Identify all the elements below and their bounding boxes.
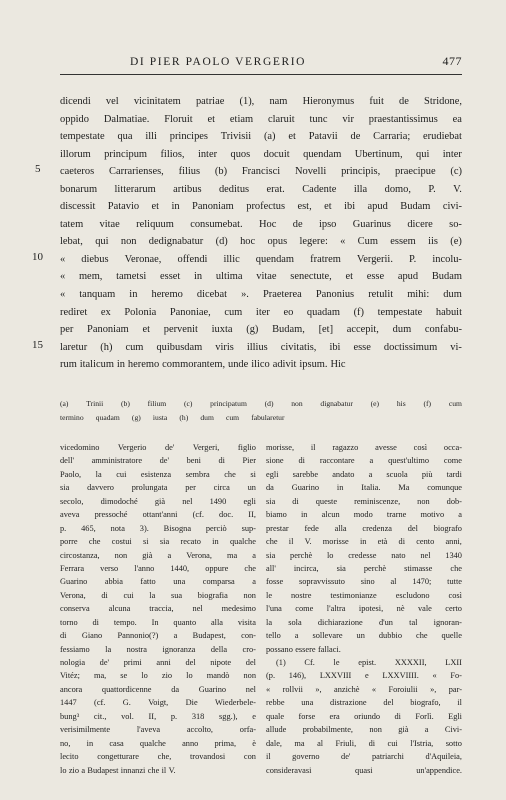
- commentary-line: p. 465, nota 3). Bisogna perciò sup-: [60, 523, 256, 533]
- text-line: lebat, qui non dedignabatur (d) hoc opus legere: « Cum essem iis (e): [60, 236, 462, 248]
- commentary-line: lecito congetturare che, trovandosi con: [60, 752, 256, 762]
- commentary-line: fosse sopravvissuto sino al 1470; tutte: [266, 577, 462, 587]
- commentary-line: che il V. morisse in età di cento anni,: [266, 537, 462, 547]
- text-line: « mem, tametsi esset in ultima vitae senectute, et esse apud Budam: [60, 271, 462, 283]
- commentary-left-column: [60, 441, 256, 777]
- commentary-line: all' incirca, sia perchè stimasse che: [266, 563, 462, 573]
- commentary-line: nologia de' primi anni del nipote del: [60, 658, 256, 667]
- commentary-line: sione di raccontare a quest'ultimo come: [266, 456, 462, 466]
- commentary-line: secolo, dimodoché già nel 1490 egli: [60, 496, 256, 506]
- page-number: 477: [442, 54, 462, 68]
- text-line: rum italicum in heremo commorantem, unde ilico adivit ipsum. Hic: [60, 359, 346, 371]
- commentary-line: quale forse era oriundo di Forlì. Egli: [266, 711, 462, 721]
- commentary-line: sia di queste reminiscenze, non dob-: [266, 496, 462, 506]
- commentary-line: la sola dichiarazione d'un tal ignoran-: [266, 617, 462, 627]
- commentary-line: da Guarino in Italia. Ma comunque: [266, 483, 462, 493]
- commentary-line: Vitéz; ma, se lo zio lo mandò non: [60, 671, 256, 681]
- text-line: tatem vitae reliquum consumebat. Hoc de ipso Guarinus dicere so-: [60, 218, 462, 230]
- text-line: illorum principum filios, inter quos docuit quendam Ubertinum, qui inter: [60, 148, 462, 160]
- commentary-line: dale, ma al Friuli, di cui l'Istria, sotto: [266, 738, 462, 748]
- commentary-line: possano essere fallaci.: [266, 644, 341, 654]
- commentary-line: le nostre testimonianze escludono così: [266, 590, 462, 600]
- line-number: 5: [35, 163, 41, 176]
- commentary-line: Ferrara verso l'anno 1440, oppure che: [60, 563, 256, 573]
- commentary-line: verisimilmente l'aveva accolto, orfa-: [60, 725, 256, 735]
- commentary-line: prestar fede alla credenza del biografo: [266, 523, 462, 533]
- commentary-line: Guarino abbia fatto una comparsa a: [60, 577, 256, 587]
- line-number: 15: [32, 338, 43, 351]
- text-line: tempestate qua illi principes Trivisii (a) et Patavii de Carraria; erudiebat: [60, 131, 462, 143]
- commentary-line: conserva alcuna traccia, nel medesimo: [60, 604, 256, 614]
- text-line: « diebus Veronae, offendi illic quendam fratrem Vergerii. P. incolu-: [60, 253, 462, 265]
- text-line: rediret ex Polonia Panoniae, cum iter eo quadam (f) tempestate habuit: [60, 306, 462, 318]
- text-line: oppido Dalmatiae. Floruit et etiam claruit tunc vir praestantissimus ea: [60, 113, 462, 125]
- commentary-line: consideravasi quasi un'appendice.: [266, 765, 462, 775]
- text-line: discessit Patavio et in Panoniam profectus est, et ibi apud Budam civi-: [60, 201, 462, 213]
- text-line: laretur (h) cum quibusdam viris illius civitatis, ibi esse doctissimum vi-: [60, 341, 462, 353]
- note-line: (a) Trinii (b) filium (c) principatum (d) non dignabatur (e) his (f) cum: [60, 399, 462, 408]
- commentary-line: Paolo, la cui esistenza sembra che si: [60, 469, 256, 479]
- commentary-line: morisse, il ragazzo avesse così occa-: [266, 443, 462, 452]
- commentary-line: tello a sollevare un dubbio che quelle: [266, 631, 462, 641]
- commentary-line: lo zio a Budapest innanzi che il V.: [60, 765, 176, 775]
- commentary-line: circostanza, non già a Verona, ma a: [60, 550, 256, 560]
- text-line: caeteros Carrarienses, filius (b) Francisci Novelli principis, praecipue (c): [60, 166, 462, 178]
- line-number: 10: [32, 250, 43, 263]
- commentary-line: (1) Cf. le epist. XXXXII, LXII: [276, 658, 462, 667]
- commentary-line: porre che costui si sia recato in qualche: [60, 537, 256, 547]
- commentary-line: 1447 (cf. G. Voigt, Die Wiederbele-: [60, 698, 256, 708]
- commentary-line: Verona, di cui la sua biografia non: [60, 590, 256, 600]
- commentary-line: vicedomino Vergerio de' Vergeri, figlio: [60, 443, 256, 452]
- commentary-right-column: [266, 441, 462, 777]
- commentary-line: egli sarebbe andato a scuola più tardi: [266, 469, 462, 479]
- variant-notes: [60, 397, 462, 425]
- running-title: DI PIER PAOLO VERGERIO: [130, 56, 307, 68]
- commentary-line: fessiamo la nostra ignoranza della cro-: [60, 644, 256, 654]
- commentary-line: biamo in alcun modo trarne motivo a: [266, 510, 462, 520]
- text-line: bonarum litterarum artibus deditus erat. Cadente illa domo, P. V.: [60, 183, 462, 195]
- commentary-line: il governo de' patriarchi d'Aquileia,: [266, 752, 462, 762]
- commentary-line: no, in casa qualche anno prima, è: [60, 738, 256, 748]
- commentary-line: di Giano Pannonio(?) a Budapest, con-: [60, 631, 256, 641]
- commentary-line: aveva pressoché ottant'anni (cf. doc. II,: [60, 510, 256, 520]
- running-header: [130, 54, 462, 69]
- text-line: « tanquam in heremo dicebat ». Praeterea Panonius retulit mihi: dum: [60, 289, 462, 301]
- commentary-line: sia davvero prolungata per circa un: [60, 483, 256, 493]
- commentary-line: « rollvii », anzichè « Foroiulii », par-: [266, 684, 462, 694]
- commentary-line: rebbe una distrazione del biografo, il: [266, 698, 462, 708]
- commentary-line: torno di tempo. In quanto alla visita: [60, 617, 256, 627]
- commentary-line: dell' amministratore de' beni di Pier: [60, 456, 256, 466]
- commentary-line: sia perchè lo credesse nato nel 1340: [266, 550, 462, 560]
- header-rule: [60, 74, 462, 75]
- latin-main-text: [60, 93, 462, 374]
- note-line: termino quadam (g) iusta (h) dum cum fabularetur: [60, 413, 285, 422]
- text-line: dicendi vel vicinitatem patriae (1), nam Hieronymus fuit de Stridone,: [60, 96, 462, 107]
- commentary-line: (p. 146), LXXVIII e LXXVIIII. « Fo-: [266, 671, 462, 681]
- commentary-line: bung³ cit., vol. II, p. 318 sgg.), e: [60, 711, 256, 721]
- commentary-line: l'una come l'altra ipotesi, nè vale certo: [266, 604, 462, 614]
- commentary-line: ancora quattordicenne da Guarino nel: [60, 684, 256, 694]
- text-line: per Panoniam et pervenit iuxta (g) Budam, [et] accepit, dum confabu-: [60, 324, 462, 336]
- commentary-line: allude probabilmente, non già a Civi-: [266, 725, 462, 735]
